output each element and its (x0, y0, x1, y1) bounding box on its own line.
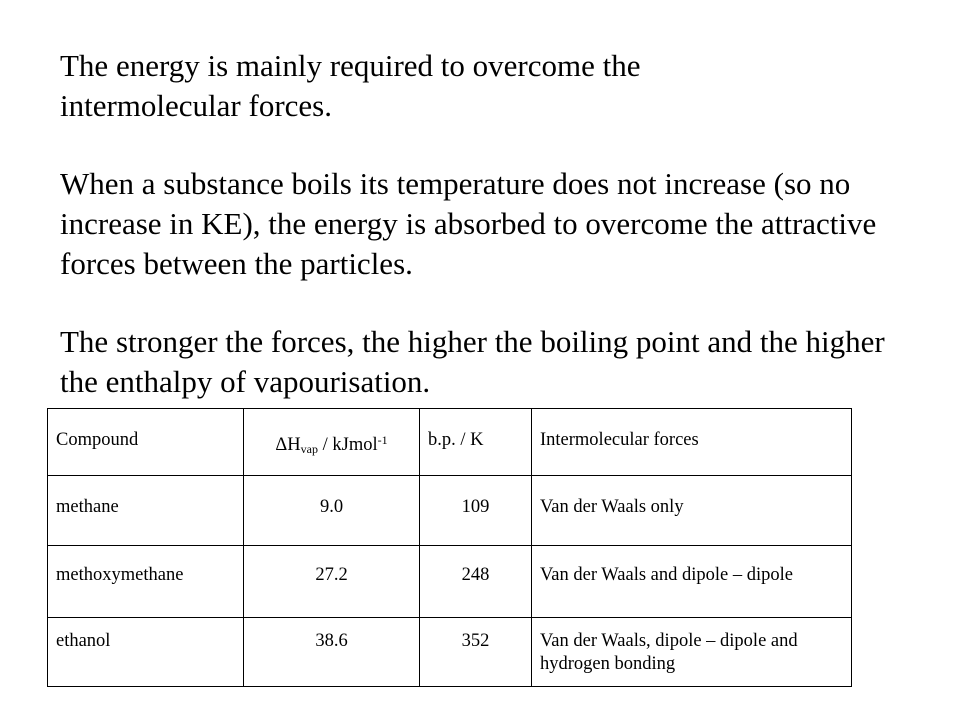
header-compound: Compound (48, 409, 244, 476)
paragraph-stronger-forces: The stronger the forces, the higher the boiling point and the higher the enthalpy of vapourisation. (60, 324, 885, 399)
cell-compound: methane (48, 476, 244, 546)
header-boiling-point: b.p. / K (420, 409, 532, 476)
header-intermolecular-forces: Intermolecular forces (532, 409, 852, 476)
enthalpy-symbol: ΔH (275, 435, 301, 455)
enthalpy-subscript: vap (300, 442, 318, 456)
table-header-row (48, 409, 852, 476)
cell-boiling-point: 109 (420, 476, 532, 546)
cell-boiling-point: 352 (420, 618, 532, 687)
header-enthalpy (244, 409, 420, 476)
cell-enthalpy: 38.6 (244, 618, 420, 687)
cell-enthalpy: 27.2 (244, 546, 420, 618)
cell-boiling-point: 248 (420, 546, 532, 618)
cell-compound: methoxymethane (48, 546, 244, 618)
cell-forces: Van der Waals, dipole – dipole and hydrogen bonding (532, 618, 852, 687)
paragraph-boiling-temperature: When a substance boils its temperature does not increase (so no increase in KE), the energy is absorbed to overcome the attractive forces between the particles. (60, 166, 877, 281)
compound-properties-table (47, 408, 852, 687)
cell-compound: ethanol (48, 618, 244, 687)
table-row (48, 476, 852, 546)
paragraph-energy-required: The energy is mainly required to overcome the intermolecular forces. (60, 48, 641, 123)
cell-enthalpy: 9.0 (244, 476, 420, 546)
enthalpy-unit: / kJmol (317, 435, 378, 455)
cell-forces: Van der Waals and dipole – dipole (532, 546, 852, 618)
enthalpy-superscript: -1 (377, 433, 388, 447)
table-row (48, 546, 852, 618)
cell-forces: Van der Waals only (532, 476, 852, 546)
table-row (48, 618, 852, 687)
